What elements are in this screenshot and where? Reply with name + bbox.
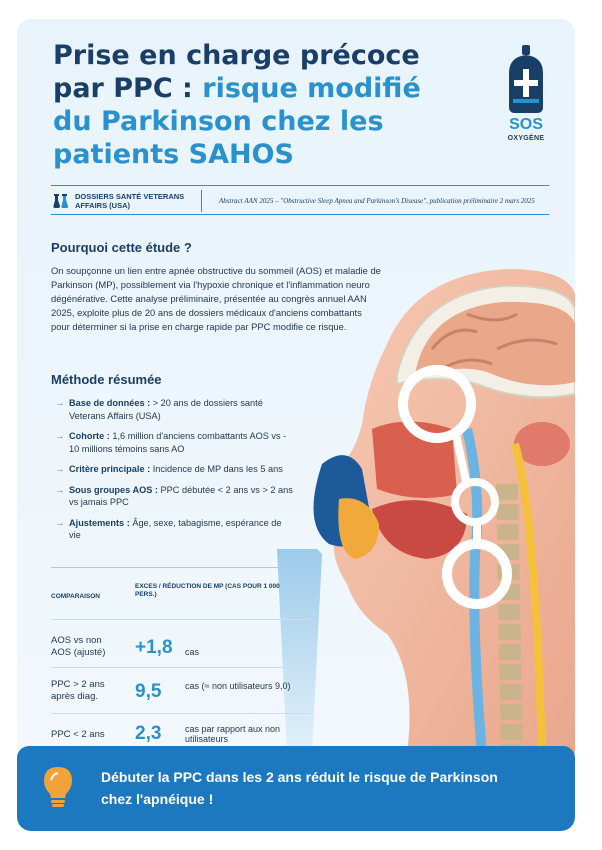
table-row-divider <box>51 667 311 668</box>
source-bar <box>51 185 549 215</box>
method-item-text: > 20 ans de dossiers santé Veterans Affairs (USA) <box>69 398 263 421</box>
list-item <box>55 517 295 542</box>
table-row-divider <box>51 713 311 714</box>
source-label: DOSSIERS SANTÉ VETERANS AFFAIRS (USA) <box>75 192 185 210</box>
list-item <box>55 430 295 455</box>
method-item-label: Cohorte : <box>69 431 110 441</box>
logo-name: SOS <box>509 116 543 133</box>
source-divider <box>201 190 202 212</box>
method-item-label: Base de données : <box>69 398 151 408</box>
row-value: +1,8 <box>135 637 173 658</box>
method-item-label: Sous groupes AOS : <box>69 484 158 495</box>
oxygen-bottle-cross-icon <box>495 43 557 115</box>
arrow-right-icon: → <box>55 398 65 408</box>
method-item-text: 1,6 million d'anciens combattants AOS vs - 10 millions témoins sans AO <box>69 431 287 454</box>
method-item-text: Incidence de MP dans les 5 ans <box>150 464 283 474</box>
table-row-divider <box>51 619 311 620</box>
conclusion-banner <box>17 746 575 831</box>
sos-oxygene-logo <box>495 43 557 153</box>
lightbulb-icon <box>43 766 73 810</box>
arrow-right-icon: → <box>55 464 65 474</box>
logo-sub: OXYGÈNE <box>507 135 545 142</box>
row-label: PPC > 2 ans après diag. <box>51 679 105 702</box>
method-list <box>55 397 295 550</box>
table-header-effect: EXCES / RÉDUCTION DE MP (CAS POUR 1 000 PERS.) <box>135 583 280 598</box>
table-divider <box>51 567 311 568</box>
results-table <box>51 567 311 747</box>
method-item-text: PPC débutée < 2 ans vs > 2 ans vs jamais PPC <box>69 484 293 507</box>
list-item <box>55 463 295 476</box>
conclusion-text: Débuter la PPC dans les 2 ans réduit le risque de Parkinson chez l'apnéique ! <box>101 769 498 807</box>
arrow-right-icon: → <box>55 431 65 441</box>
list-item <box>55 484 295 509</box>
row-unit: cas <box>185 647 200 657</box>
why-text: On soupçonne un lien entre apnée obstructive du sommeil (AOS) et maladie de Parkinson (MP), possiblement via l'hypoxie chronique et l'inflammation neuro dégénérative. Cette analyse préliminaire, présentée au congrès annuel AAN 2025, exploite plus de 20 ans de dossiers médicaux d'anciens combattants pour déterminer si la prise en charge rapide par PPC modifie ce risque. <box>51 265 381 332</box>
title-accent: risque modifié du Parkinson chez les patients SAHOS <box>53 73 421 170</box>
title-main: Prise en charge précoce par PPC : <box>53 40 420 104</box>
lab-flask-icon <box>53 193 69 209</box>
method-item-text: Âge, sexe, tabagisme, espérance de vie <box>69 517 282 540</box>
arrow-right-icon: → <box>55 517 65 528</box>
list-item <box>55 397 295 422</box>
method-item-label: Ajustements : <box>69 517 130 528</box>
row-label: AOS vs non AOS (ajusté) <box>51 635 106 658</box>
row-unit: cas par rapport aux non utilisateurs <box>185 724 281 744</box>
table-header-comparison: COMPARAISON <box>51 593 100 600</box>
method-item-label: Critère principale : <box>69 464 151 474</box>
source-reference: Abstract AAN 2025 – "Obstructive Sleep Apnea and Parkinson's Disease", publication préliminaire 2 mars 2025 <box>219 197 535 205</box>
row-value: 9,5 <box>135 681 162 702</box>
row-value: 2,3 <box>135 723 162 744</box>
method-heading: Méthode résumée <box>51 372 162 387</box>
why-heading: Pourquoi cette étude ? <box>51 240 192 255</box>
arrow-right-icon: → <box>55 484 65 495</box>
page-title <box>53 39 453 171</box>
row-unit: cas (≈ non utilisateurs 9,0) <box>185 681 291 691</box>
infographic-card <box>17 19 575 831</box>
row-label: PPC < 2 ans <box>51 729 105 740</box>
